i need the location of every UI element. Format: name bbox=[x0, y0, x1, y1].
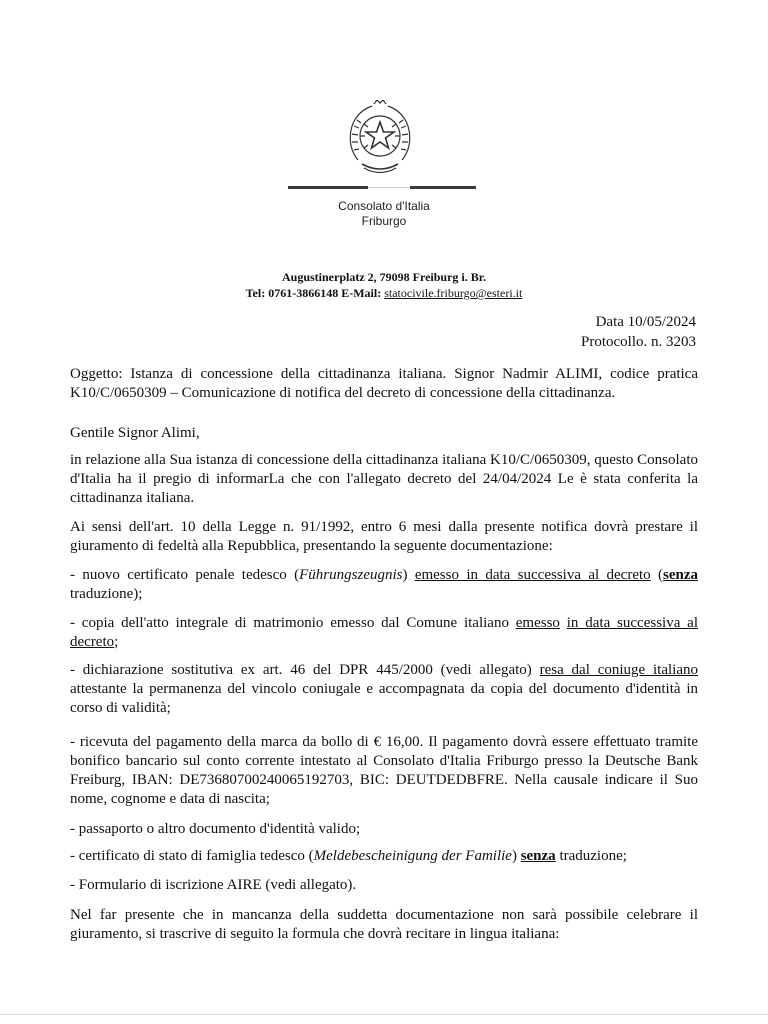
salutation: Gentile Signor Alimi, bbox=[70, 425, 200, 441]
item1-part-g: traduzione); bbox=[70, 586, 143, 602]
letter-date: Data 10/05/2024 bbox=[595, 314, 696, 330]
item2-part-e: ; bbox=[114, 634, 119, 650]
item2-part-a: - copia dell'atto integrale di matrimonio emesso dal Comune italiano bbox=[70, 615, 516, 631]
list-item-criminal-record bbox=[70, 566, 698, 604]
protocol-number: Protocollo. n. 3203 bbox=[581, 334, 696, 350]
item2-part-b: emesso bbox=[515, 615, 560, 631]
item3-part-c: attestante la permanenza del vincolo coniugale e accompagnata da copia del documento d'identità in corso di validità; bbox=[70, 681, 698, 716]
item3-part-b: resa dal coniuge italiano bbox=[539, 662, 698, 678]
consulate-line-1: Consolato d'Italia bbox=[338, 199, 430, 213]
closing-paragraph: Nel far presente che in mancanza della suddetta documentazione non sarà possibile celebrare il giuramento, si trascrive di seguito la formula che dovrà recitare in lingua italiana: bbox=[70, 907, 698, 942]
item6-part-a: - certificato di stato di famiglia tedesco ( bbox=[70, 848, 314, 864]
list-item-payment-receipt: - ricevuta del pagamento della marca da bollo di € 16,00. Il pagamento dovrà essere effettuato tramite bonifico bancario sul conto corrente intestato al Consolato d'Italia Friburgo presso la Deutsche Bank Freiburg, IBAN: DE73680700240065192703, BIC: DEUTDEDBFRE. Nella causale indicare il Suo nome, cognome e data di nascita; bbox=[70, 734, 698, 807]
item1-part-a: - nuovo certificato penale tedesco ( bbox=[70, 567, 300, 583]
list-item-declaration bbox=[70, 661, 698, 718]
item6-part-c: ) bbox=[511, 848, 521, 864]
header-rule-gap bbox=[368, 187, 410, 188]
item1-part-d: emesso in data successiva al decreto bbox=[414, 567, 651, 583]
list-item-aire-form: - Formulario di iscrizione AIRE (vedi allegato). bbox=[70, 877, 357, 893]
email-label: E-Mail: bbox=[341, 286, 382, 300]
list-item-passport: - passaporto o altro documento d'identità valido; bbox=[70, 821, 361, 837]
item1-part-e: ( bbox=[650, 567, 663, 583]
item1-part-f: senza bbox=[662, 567, 698, 583]
italian-republic-emblem-icon bbox=[344, 100, 416, 180]
item6-part-b: Meldebescheinigung der Familie bbox=[313, 848, 512, 864]
item6-part-e: traduzione; bbox=[555, 848, 627, 864]
date-protocol-block bbox=[436, 312, 696, 352]
item6-part-d: senza bbox=[520, 848, 556, 864]
scan-edge-line bbox=[0, 1014, 768, 1015]
tel-label: Tel: bbox=[245, 286, 266, 300]
item3-part-a: - dichiarazione sostitutiva ex art. 46 del DPR 445/2000 (vedi allegato) bbox=[70, 662, 540, 678]
tel-number: 0761-3866148 bbox=[268, 286, 339, 300]
list-item-marriage-certificate bbox=[70, 614, 698, 652]
subject-line: Oggetto: Istanza di concessione della cittadinanza italiana. Signor Nadmir ALIMI, codice pratica K10/C/0650309 – Comunicazione di notifica del decreto di concessione della cittadinanza. bbox=[70, 366, 698, 401]
item2-part-c bbox=[560, 615, 567, 631]
contact-line bbox=[180, 285, 588, 301]
item1-part-c: ) bbox=[402, 567, 415, 583]
item1-part-b: Führungszeugnis bbox=[299, 567, 403, 583]
list-item-family-certificate bbox=[70, 847, 698, 866]
paragraph-1: in relazione alla Sua istanza di concessione della cittadinanza italiana K10/C/0650309, questo Consolato d'Italia ha il pregio di informarLa che con l'allegato decreto del 24/04/2024 Le è stata conferita la cittadinanza italiana. bbox=[70, 452, 698, 506]
header-rule-left bbox=[288, 186, 368, 189]
address-line: Augustinerplatz 2, 79098 Freiburg i. Br. bbox=[281, 270, 486, 284]
header-rule-right bbox=[410, 186, 476, 189]
email-link[interactable]: statocivile.friburgo@esteri.it bbox=[384, 286, 523, 300]
item2-part-d: in data successiva al decreto bbox=[70, 615, 699, 650]
consulate-name bbox=[300, 199, 468, 229]
paragraph-2: Ai sensi dell'art. 10 della Legge n. 91/1992, entro 6 mesi dalla presente notifica dovrà prestare il giuramento di fedeltà alla Repubblica, presentando la seguente documentazione: bbox=[70, 519, 698, 554]
address-block bbox=[180, 269, 588, 301]
consulate-line-2: Friburgo bbox=[361, 214, 407, 228]
